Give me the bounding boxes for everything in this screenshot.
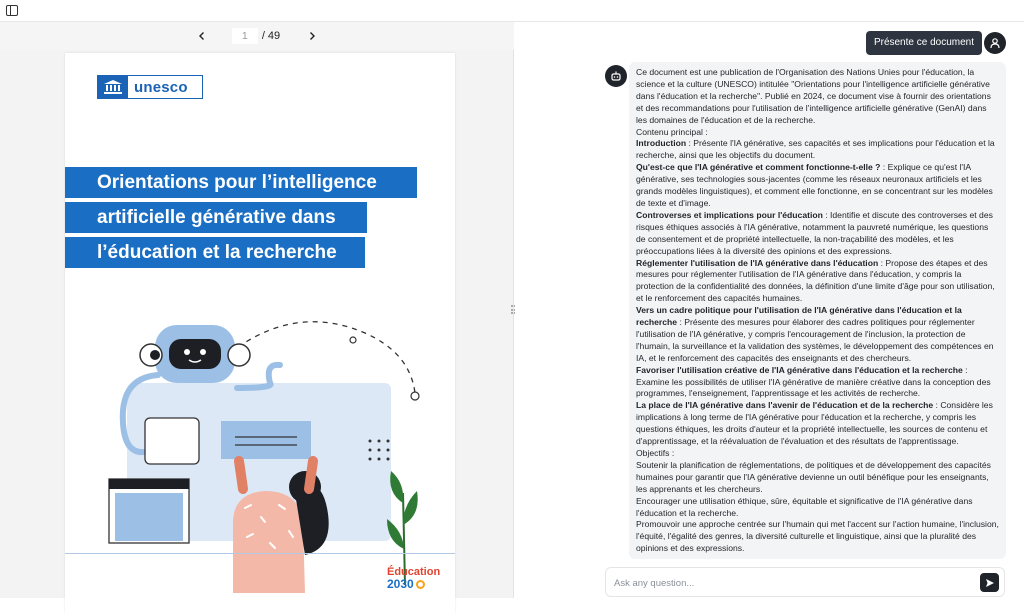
section-item: Qu'est-ce que l'IA générative et comment fonctionne-t-elle ? : Explique ce qu'est l'IA générative, ses technologies sous-jacentes (comme les réseaux neuronaux artificiels et les grands modèles linguistiques), et comment elle fonctionne, en se concentrant sur les modèles de texte et d'image. [636,162,993,208]
objectif-item: Soutenir la planification de réglementations, de politiques et de développement des capacités humaines pour garantir que l'IA générative devienne un outil bénéfique pour les enseignants, les apprenants et les chercheurs. [636,459,991,494]
send-icon [985,578,995,588]
objectif-item: Promouvoir une approche centrée sur l'humain qui met l'accent sur l'action humaine, l'inclusion, l'équité, l'égalité des genres, la diversité culturelle et linguistique, ainsi que la pluralité des opinions et des expressions. [636,519,999,554]
pdf-viewer [0,22,514,598]
cover-title-line-3: l’éducation et la recherche [65,237,365,268]
objectif-item: Encourager une utilisation éthique, sûre, équitable et significative de l'IA générative dans l'éducation et la recherche. [636,495,973,518]
contenu-label: Contenu principal : [636,126,708,137]
page-navigation [0,22,514,50]
top-bar [0,0,1024,22]
cover-title-line-1: Orientations pour l’intelligence [65,167,417,198]
section-item: Réglementer l'utilisation de l'IA générative dans l'éducation : Propose des étapes et des mesures pour réglementer l'utilisation de l'IA générative dans l'éducation, y compris la protection de la confidentialité des données, la définition d'une limite d'âge pour son utilisation, et le renforcement des capacités humaines. [636,257,995,304]
page-number-input[interactable] [232,28,258,44]
temple-icon [98,76,128,98]
bot-avatar-icon [605,65,627,87]
pdf-page [65,53,455,613]
section-item: Vers un cadre politique pour l'utilisation de l'IA générative dans l'éducation et la recherche : Présente des mesures pour élaborer des cadres politiques pour réglementer l'utilisation de l'IA générative, y compris l'encouragement de l'inclusion, la protection de l'humain, la surveillance et la validation des systèmes, le développement des compétences en IA, et le renforcement des capacités des enseignants et des chercheurs. [636,305,994,363]
send-button[interactable] [980,573,999,592]
next-page-button[interactable] [302,26,322,46]
page-total: / 49 [261,30,281,42]
cover-illustration [65,293,455,593]
sidebar-toggle-icon[interactable] [6,5,18,16]
edu-logo-line-1: Éducation [387,566,441,578]
section-item: Introduction : Présente l'IA générative, ses capacités et ses implications pour l'éducation et la recherche, ainsi que les objectifs du document. [636,138,995,161]
question-input[interactable] [614,575,974,591]
response-intro: Ce document est une publication de l'Organisation des Nations Unies pour l'éducation, la science et la culture (UNESCO) intitulée "Orientations pour l'intelligence artificielle générative dans l'éducation et la recherche". Publié en 2024, ce document vise à fournir des orientations et des recommandations pour l'utilisation de l'intelligence artificielle générative (GenAI) dans les domaines de l'éducation et de la recherche. [636,67,991,125]
section-item: La place de l'IA générative dans l'avenir de l'éducation et de la recherche : Considère les implications à long terme de l'IA générative pour l'éducation et la recherche, y compris les questions éthiques, les droits d'auteur et la propriété intellectuelle, les sources de contenu et d'apprentissage, et la réévaluation de l'évaluation et des résultats de l'apprentissage. [636,400,993,447]
education-2030-logo [387,567,447,590]
objectifs-label: Objectifs : [636,448,675,458]
previous-page-button[interactable] [192,26,212,46]
user-avatar-icon [984,32,1006,54]
chevron-left-icon [197,31,207,41]
cover-divider [65,553,455,554]
chat-panel [515,22,1024,598]
section-item: Favoriser l'utilisation créative de l'IA générative dans l'éducation et la recherche : Examine les possibilités de utiliser l'IA générative de manière créative dans la conception des programmes, l'enseignement, l'apprentissage et les activités de recherche. [636,364,991,399]
unesco-logo [97,75,203,99]
chat-composer [605,567,1005,597]
cover-title-line-2: artificielle générative dans [65,202,367,233]
edu-logo-circle-icon [416,580,425,589]
section-item: Controverses et implications pour l'éducation : Identifie et discute des controverses et des risques éthiques associés à l'IA générative, notamment la pauvreté numérique, les questions de consentement et de propriété intellectuelle, la non-traçabilité des modèles, et les préoccupations liées à la diversité des opinions et des expressions. [636,209,993,256]
chevron-right-icon [307,31,317,41]
user-message: Présente ce document [866,31,982,55]
unesco-wordmark: unesco [134,78,188,96]
assistant-message [629,62,1006,559]
edu-logo-line-2: 2030 [387,577,414,591]
